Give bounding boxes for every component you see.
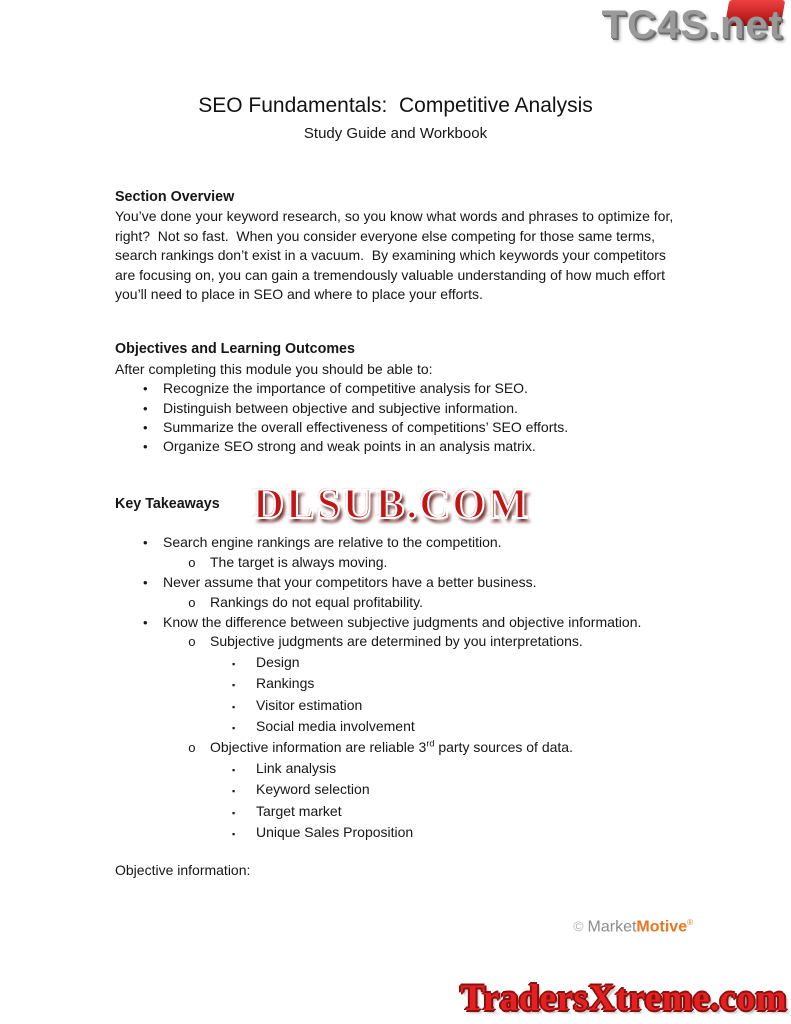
list-item-text: Visitor estimation [256,696,363,713]
list-item-text: Design [256,653,300,670]
list-item-text: Target market [256,802,342,819]
list-item-text: Link analysis [256,759,337,776]
list-item-text: Rankings do not equal profitability. [210,593,423,610]
circle-bullet-icon: o [188,555,196,571]
list-item [115,738,678,758]
list-item [115,399,678,418]
bullet-icon: • [143,439,148,455]
list-item-text: Keyword selection [256,781,370,798]
list-item-text: Social media involvement [256,717,415,734]
marketmotive-logo [573,918,693,936]
list-item-text: Recognize the importance of competitive analysis for SEO. [163,380,528,397]
list-item [115,780,678,801]
list-item [115,379,678,398]
list-item-text: Know the difference between subjective judgments and objective information. [163,613,642,630]
list-item-text: Unique Sales Proposition [256,823,414,840]
tc4s-logo-text: TC4S.net [601,3,783,47]
square-bullet-icon: ▪ [232,764,236,775]
list-item [115,632,678,652]
key-takeaways-list [115,533,678,844]
objectives-list [115,379,678,457]
list-item [115,696,678,717]
document-subtitle: Study Guide and Workbook [303,125,488,142]
square-bullet-icon: ▪ [232,722,236,733]
objective-information-label: Objective information: [115,862,251,879]
section-overview-heading: Section Overview [115,189,235,205]
bullet-icon: • [143,614,148,630]
objectives-heading: Objectives and Learning Outcomes [115,341,355,358]
list-item [115,533,678,552]
list-item-text-suffix: party sources of data. [434,739,573,756]
list-item-text: Distinguish between objective and subjective information. [163,399,518,416]
list-item [115,437,678,456]
list-item [115,717,678,738]
square-bullet-icon: ▪ [232,828,236,839]
list-item [115,573,678,592]
bullet-icon: • [143,420,148,436]
list-item-text: Search engine rankings are relative to the competition. [163,534,502,551]
list-item-text: Summarize the overall effectiveness of competitions’ SEO efforts. [163,419,569,436]
copyright-icon: © [573,918,584,935]
list-item [115,759,678,780]
list-item-text [210,738,573,757]
document-title: SEO Fundamentals: Competitive Analysis [198,94,593,117]
list-item [115,593,678,613]
list-item [115,653,678,674]
square-bullet-icon: ▪ [232,680,236,691]
registered-mark-icon: ® [687,918,693,927]
bullet-icon: • [143,381,148,397]
list-item-text: Subjective judgments are determined by you interpretations. [210,633,583,650]
tc4s-watermark [602,0,783,54]
key-takeaways-heading: Key Takeaways [115,495,220,512]
bullet-icon: • [143,400,148,416]
square-bullet-icon: ▪ [232,658,236,669]
list-item [115,553,678,573]
bullet-icon: • [143,575,148,591]
list-item [115,613,678,632]
list-item-text: Rankings [256,675,315,692]
list-item [115,823,678,844]
tradersxtreme-watermark: TradersXtreme.com [460,978,787,1019]
list-item [115,802,678,823]
list-item [115,418,678,437]
square-bullet-icon: ▪ [232,701,236,712]
marketmotive-logo-market: Market [587,918,637,936]
square-bullet-icon: ▪ [232,807,236,818]
circle-bullet-icon: o [188,635,196,651]
circle-bullet-icon: o [188,741,196,757]
marketmotive-logo-motive: Motive [636,918,688,936]
list-item [115,674,678,695]
ordinal-superscript: rd [426,738,435,749]
list-item-text: Never assume that your competitors have a better business. [163,574,537,591]
dlsub-stamp-watermark: DLSUB.COM [253,481,531,528]
section-overview-paragraph: You’ve done your keyword research, so you know what words and phrases to optimize for, right? Not so fast. When you consider everyone else competing for those same terms, search rankings don’t exist in a vacuum. By examining which keywords your competitors are focusing on, you can gain a tremendously valuable understanding of how much effort you’ll need to place in SEO and where to place your efforts. [115,208,678,303]
list-item-text-prefix: Objective information are reliable 3 [210,739,427,756]
objectives-intro: After completing this module you should be able to: [115,360,433,377]
square-bullet-icon: ▪ [232,786,236,797]
list-item-text: The target is always moving. [210,553,388,570]
document-body [115,188,678,881]
circle-bullet-icon: o [188,595,196,611]
bullet-icon: • [143,535,148,551]
list-item-text: Organize SEO strong and weak points in an analysis matrix. [163,438,536,455]
